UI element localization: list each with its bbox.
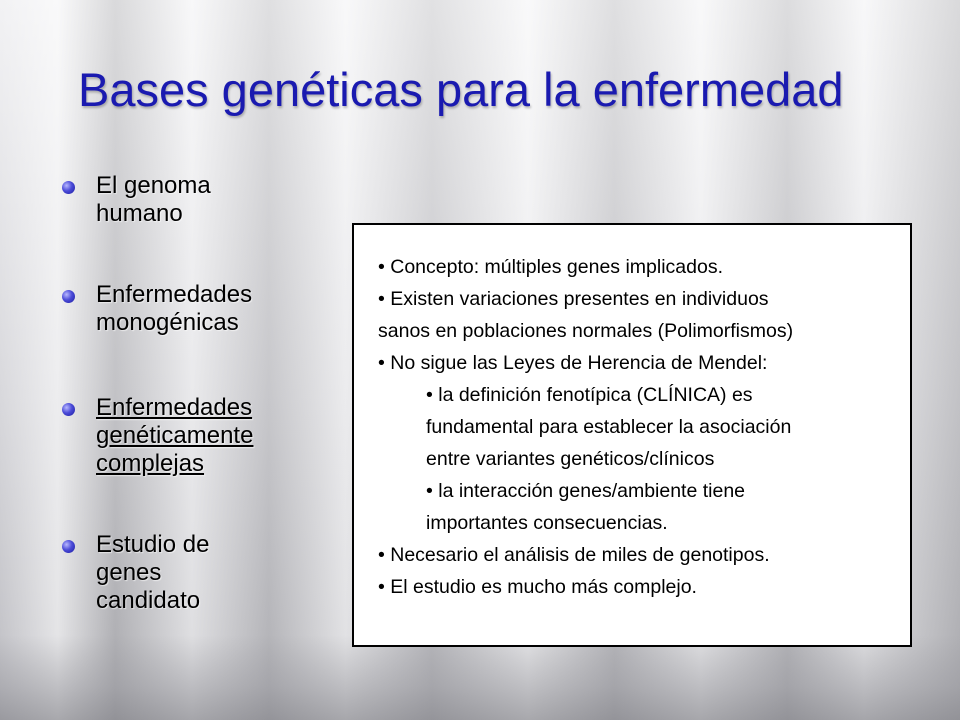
info-box-text: [378, 251, 898, 603]
info-subline: • la definición fenotípica (CLÍNICA) es: [426, 384, 753, 406]
info-box: [352, 223, 912, 647]
bullet-dot-icon: [62, 540, 75, 553]
bullet-dot-icon: [62, 290, 75, 303]
info-line: • Existen variaciones presentes en individuos: [378, 288, 769, 310]
info-subline: entre variantes genéticos/clínicos: [426, 448, 715, 470]
topic-line: humano: [96, 200, 183, 227]
bullet-dot-icon: [62, 181, 75, 194]
topic-item-candidato: [56, 531, 346, 615]
topic-line: monogénicas: [96, 309, 239, 336]
curtain-floor-shadow: [0, 635, 960, 720]
info-line: sanos en poblaciones normales (Polimorfismos): [378, 320, 794, 342]
bullet-dot-icon: [62, 403, 75, 416]
topic-line: candidato: [96, 587, 201, 614]
topic-line: genes: [96, 559, 162, 586]
info-subline: importantes consecuencias.: [426, 512, 668, 534]
info-line: • No sigue las Leyes de Herencia de Mendel:: [378, 352, 768, 374]
topic-item-monogenicas: [56, 281, 346, 337]
info-subline: fundamental para establecer la asociación: [426, 416, 792, 438]
info-subline: • la interacción genes/ambiente tiene: [426, 480, 746, 502]
topic-line: complejas: [96, 450, 205, 477]
info-line: • Necesario el análisis de miles de genotipos.: [378, 544, 770, 566]
topic-line: genéticamente: [96, 422, 254, 449]
topic-item-genoma: [56, 172, 346, 228]
info-line: • El estudio es mucho más complejo.: [378, 576, 697, 598]
topic-line: Estudio de: [96, 531, 210, 558]
topic-line: Enfermedades: [96, 394, 253, 421]
topic-line: El genoma: [96, 172, 211, 199]
slide-title: Bases genéticas para la enfermedad: [78, 63, 844, 116]
topic-list: [56, 172, 346, 615]
topic-line: Enfermedades: [96, 281, 253, 308]
info-line: • Concepto: múltiples genes implicados.: [378, 256, 724, 278]
topic-item-complejas[interactable]: [56, 394, 346, 478]
